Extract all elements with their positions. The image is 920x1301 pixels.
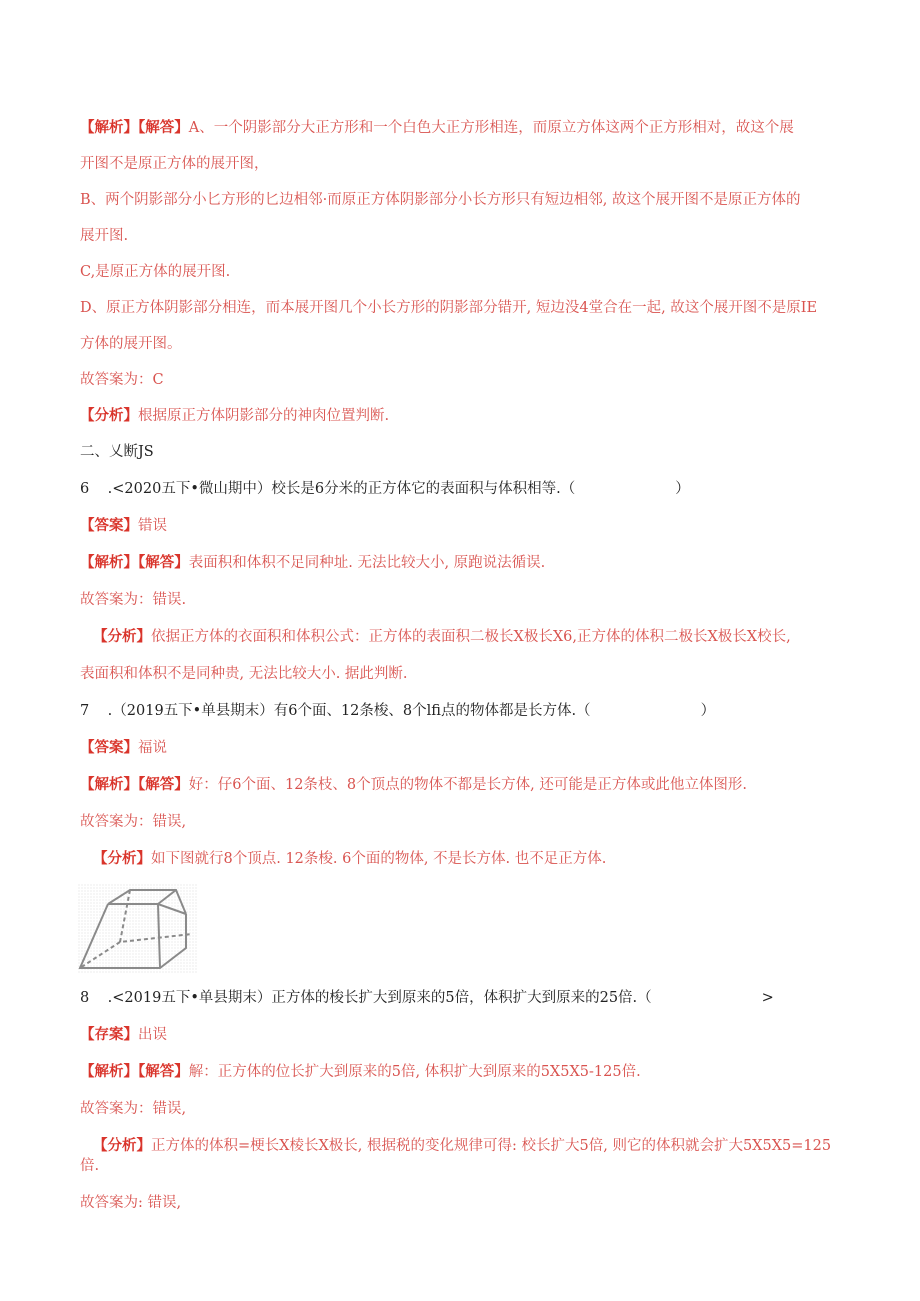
q6-final-answer: 故答案为：错误.: [80, 592, 187, 608]
analysis-line-3: B、两个阴影部分小匕方形的匕边相邻·而原正方体阴影部分小长方形只有短边相邻, 故这个展开图不是原正方体的: [80, 192, 801, 208]
frustum-figure: [78, 884, 198, 974]
q6-explanation: 【解析】【解答】表面积和体积不足同种址. 无法比较大小, 原跑说法循误.: [80, 554, 546, 571]
q7-final-answer: 故答案为：错误,: [80, 814, 187, 830]
analysis-line-7: 方体的展开图。: [80, 336, 182, 352]
analysis-tag: 【解析】【解答】: [80, 119, 189, 136]
section-heading: 二、乂断JS: [80, 444, 154, 460]
q7-explanation: 【解析】【解答】好：仔6个面、12条枝、8个顶点的物体不都是长方体, 还可能是正方体或此他立体图形.: [80, 776, 747, 793]
question-6: 6 .<2020五下•微山期中）校长是6分米的正方体它的表面积与体积相等.（ ）: [80, 481, 690, 497]
final-answer-line: 故答案为：C: [80, 372, 164, 388]
analysis-line-6: D、原正方体阴影部分相连，而本展开图几个小长方形的阴影部分错开, 短边没4堂合在一起, 故这个展开图不是原IE: [80, 300, 818, 316]
question-8: 8 .<2019五下•单县期末）正方体的梭长扩大到原来的5倍，体积扩大到原来的25倍.（ >: [80, 990, 774, 1006]
question-7: 7 .（2019五下•单县期末）有6个面、12条梭、8个lfi点的物体都是长方体.（ ）: [80, 703, 716, 719]
q6-analysis-2: 表面积和体积不是同种贵, 无法比较大小. 据此判断.: [80, 666, 408, 682]
analysis-line-5: C,是原正方体的展开图.: [80, 264, 231, 280]
question-text: .<2019五下•单县期末）正方体的梭长扩大到原来的5倍，体积扩大到原来的25倍.（: [107, 990, 652, 1006]
q8-explanation: 【解析】【解答】解：正方体的位长扩大到原来的5倍, 体积扩大到原来的5X5X5-125倍.: [80, 1063, 641, 1080]
q8-final-answer: 故答案为：错误,: [80, 1101, 187, 1117]
q7-answer: 【答案】福说: [80, 739, 167, 756]
question-number: 8: [80, 990, 90, 1006]
question-number: 7: [80, 703, 90, 719]
analysis-line-1: 【解析】【解答】A、一个阴影部分大正方形和一个白色大正方形相连，而原立方体这两个正方形相对，故这个展: [80, 119, 794, 136]
q8-answer: 【存案】出误: [80, 1026, 167, 1043]
question-text: .<2020五下•微山期中）校长是6分米的正方体它的表面积与体积相等.（: [107, 481, 576, 497]
q7-analysis: 【分析】如下图就行8个顶点. 12条梭. 6个面的物体, 不是长方体. 也不足正方体.: [93, 850, 607, 867]
analysis-summary: 【分析】根据原正方体阴影部分的神肉位置判断.: [80, 407, 390, 424]
q6-analysis-1: 【分析】依据正方体的衣面积和体积公式：正方体的表面积二极长X极长X6,正方体的体积二极长X极长X校长,: [93, 628, 791, 645]
q6-answer: 【答案】错误: [80, 517, 167, 534]
question-number: 6: [80, 481, 90, 497]
analysis-line-4: 展开图.: [80, 228, 129, 244]
q8-analysis-1: 【分析】正方体的体积=梗长X棱长X极长, 根据税的变化规律可得: 校长扩大5倍, 则它的体积就会扩大5X5X5=125: [93, 1137, 832, 1154]
q8-final-answer-2: 故答案为: 错误,: [80, 1195, 182, 1211]
q8-analysis-2: 倍.: [80, 1158, 100, 1174]
question-text: .（2019五下•单县期末）有6个面、12条梭、8个lfi点的物体都是长方体.（: [107, 703, 591, 719]
analysis-line-2: 开图不是原正方体的展开图，: [80, 156, 269, 172]
